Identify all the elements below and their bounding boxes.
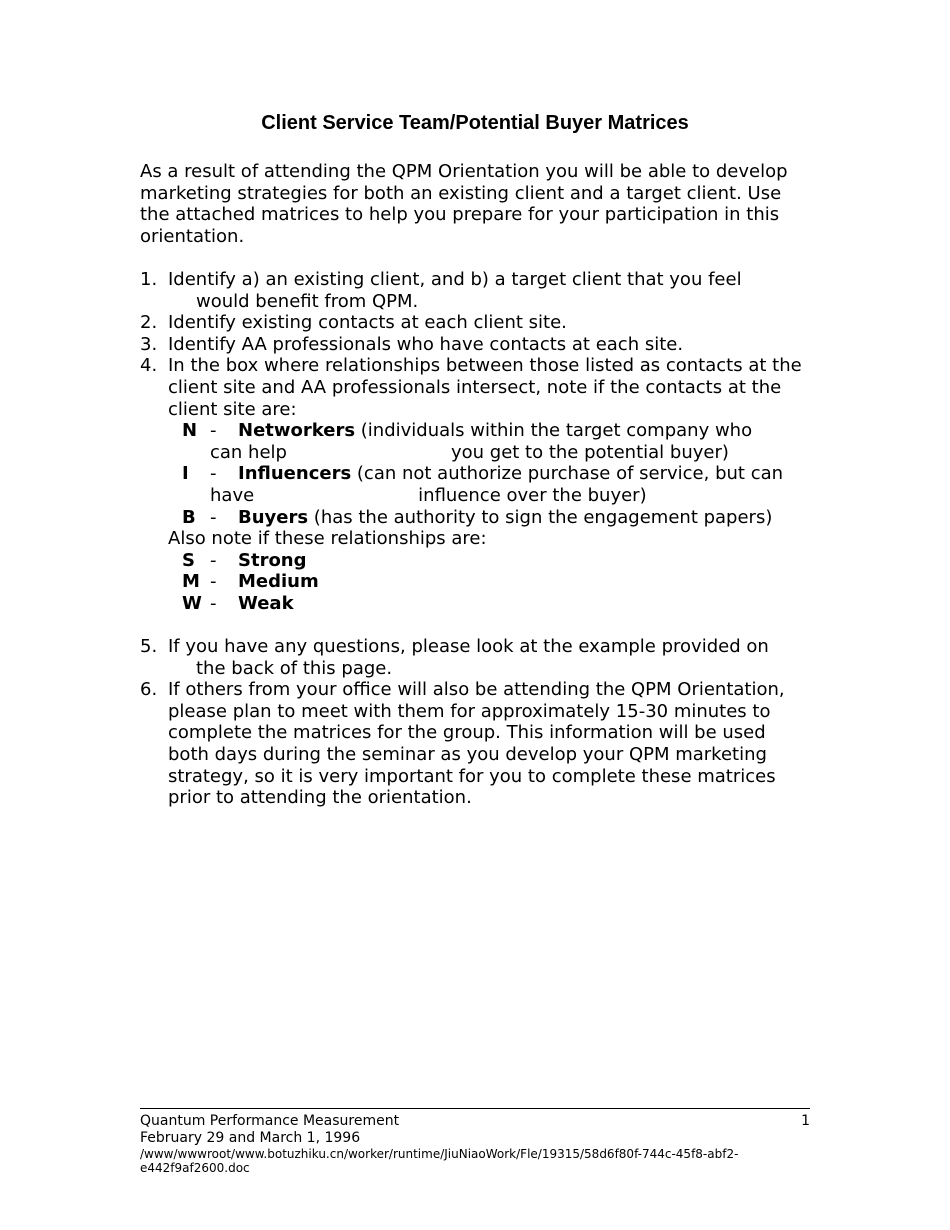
footer-file-path: /www/wwwroot/www.botuzhiku.cn/worker/runtime/JiuNiaoWork/Fle/19315/58d6f80f-744c-45f8-abf2-e442f9af2600.doc xyxy=(140,1147,739,1175)
instruction-list xyxy=(140,269,810,809)
contact-continuation-a: can help xyxy=(210,441,287,463)
footer-date: February 29 and March 1, 1996 xyxy=(140,1130,361,1146)
page-number: 1 xyxy=(801,1113,810,1129)
footer-title: Quantum Performance Measurement xyxy=(140,1113,400,1129)
strength-code: S xyxy=(182,549,195,571)
item-text: If others from your office will also be attending the QPM Orientation, please plan to meet with them for approximately 15-30 minutes to complete the matrices for the group. This information will be used both days during the seminar as you develop your QPM marketing strategy, so it is very important for you to complete these matrices prior to attending the orientation. xyxy=(168,679,785,809)
strength-medium xyxy=(168,571,810,593)
item-text: In the box where relationships between those listed as contacts at the client site and AA professionals intersect, note if the contacts at the client site are: xyxy=(168,355,802,420)
contact-code: I xyxy=(182,463,189,485)
item-number: 4. xyxy=(140,355,158,377)
contact-code: N xyxy=(182,420,198,442)
contact-dash: - xyxy=(210,420,217,442)
strength-weak xyxy=(168,593,810,615)
strength-term: Strong xyxy=(238,549,307,571)
contact-dash: - xyxy=(210,463,217,485)
contact-term: Buyers xyxy=(238,506,309,528)
list-item-6 xyxy=(140,679,810,809)
item-text-line: If you have any questions, please look at the example provided on xyxy=(168,636,769,658)
strength-dash: - xyxy=(210,571,217,593)
item-text-continuation: the back of this page. xyxy=(196,657,393,679)
strength-dash: - xyxy=(210,549,217,571)
list-item-2 xyxy=(140,312,810,334)
list-item-5 xyxy=(140,636,810,679)
item-text: Identify existing contacts at each client site. xyxy=(168,312,567,334)
strength-term: Medium xyxy=(238,571,319,593)
contact-description: (has the authority to sign the engagement papers) xyxy=(308,506,773,528)
intro-paragraph: As a result of attending the QPM Orientation you will be able to develop marketing strategies for both an existing client and a target client. Use the attached matrices to help you prepare for your participation in this orientation. xyxy=(140,161,788,247)
item-number: 5. xyxy=(140,636,158,658)
page-footer xyxy=(140,1108,810,1175)
strength-code: M xyxy=(182,571,200,593)
item-text-continuation: would benefit from QPM. xyxy=(196,290,419,312)
list-item-1 xyxy=(140,269,810,312)
document-title: Client Service Team/Potential Buyer Matrices xyxy=(261,112,689,134)
item-number: 2. xyxy=(140,312,158,334)
contact-type-buyers xyxy=(168,507,810,529)
item-text: Identify AA professionals who have contacts at each site. xyxy=(168,333,684,355)
item-text-line: Identify a) an existing client, and b) a target client that you feel xyxy=(168,269,742,290)
strength-code: W xyxy=(182,592,202,614)
contact-term: Influencers xyxy=(238,463,352,485)
contact-type-influencers xyxy=(168,463,810,506)
item-number: 3. xyxy=(140,333,158,355)
contact-description: (individuals within the target company who xyxy=(355,420,753,442)
also-note-text: Also note if these relationships are: xyxy=(168,528,487,550)
contact-term: Networkers xyxy=(238,420,356,442)
contact-continuation-b: you get to the potential buyer) xyxy=(450,441,729,463)
item-number: 1. xyxy=(140,269,158,290)
list-item-4 xyxy=(140,355,810,614)
contact-type-networkers xyxy=(168,420,810,463)
contact-description: (can not authorize purchase of service, but can xyxy=(351,463,784,485)
strength-term: Weak xyxy=(238,592,294,614)
list-item-3 xyxy=(140,334,810,356)
item-number: 6. xyxy=(140,679,158,701)
contact-continuation-b: influence over the buyer) xyxy=(418,484,647,506)
strength-strong xyxy=(168,550,810,572)
strength-dash: - xyxy=(210,592,217,614)
contact-code: B xyxy=(182,506,196,528)
contact-continuation-a: have xyxy=(210,484,255,506)
contact-dash: - xyxy=(210,506,217,528)
